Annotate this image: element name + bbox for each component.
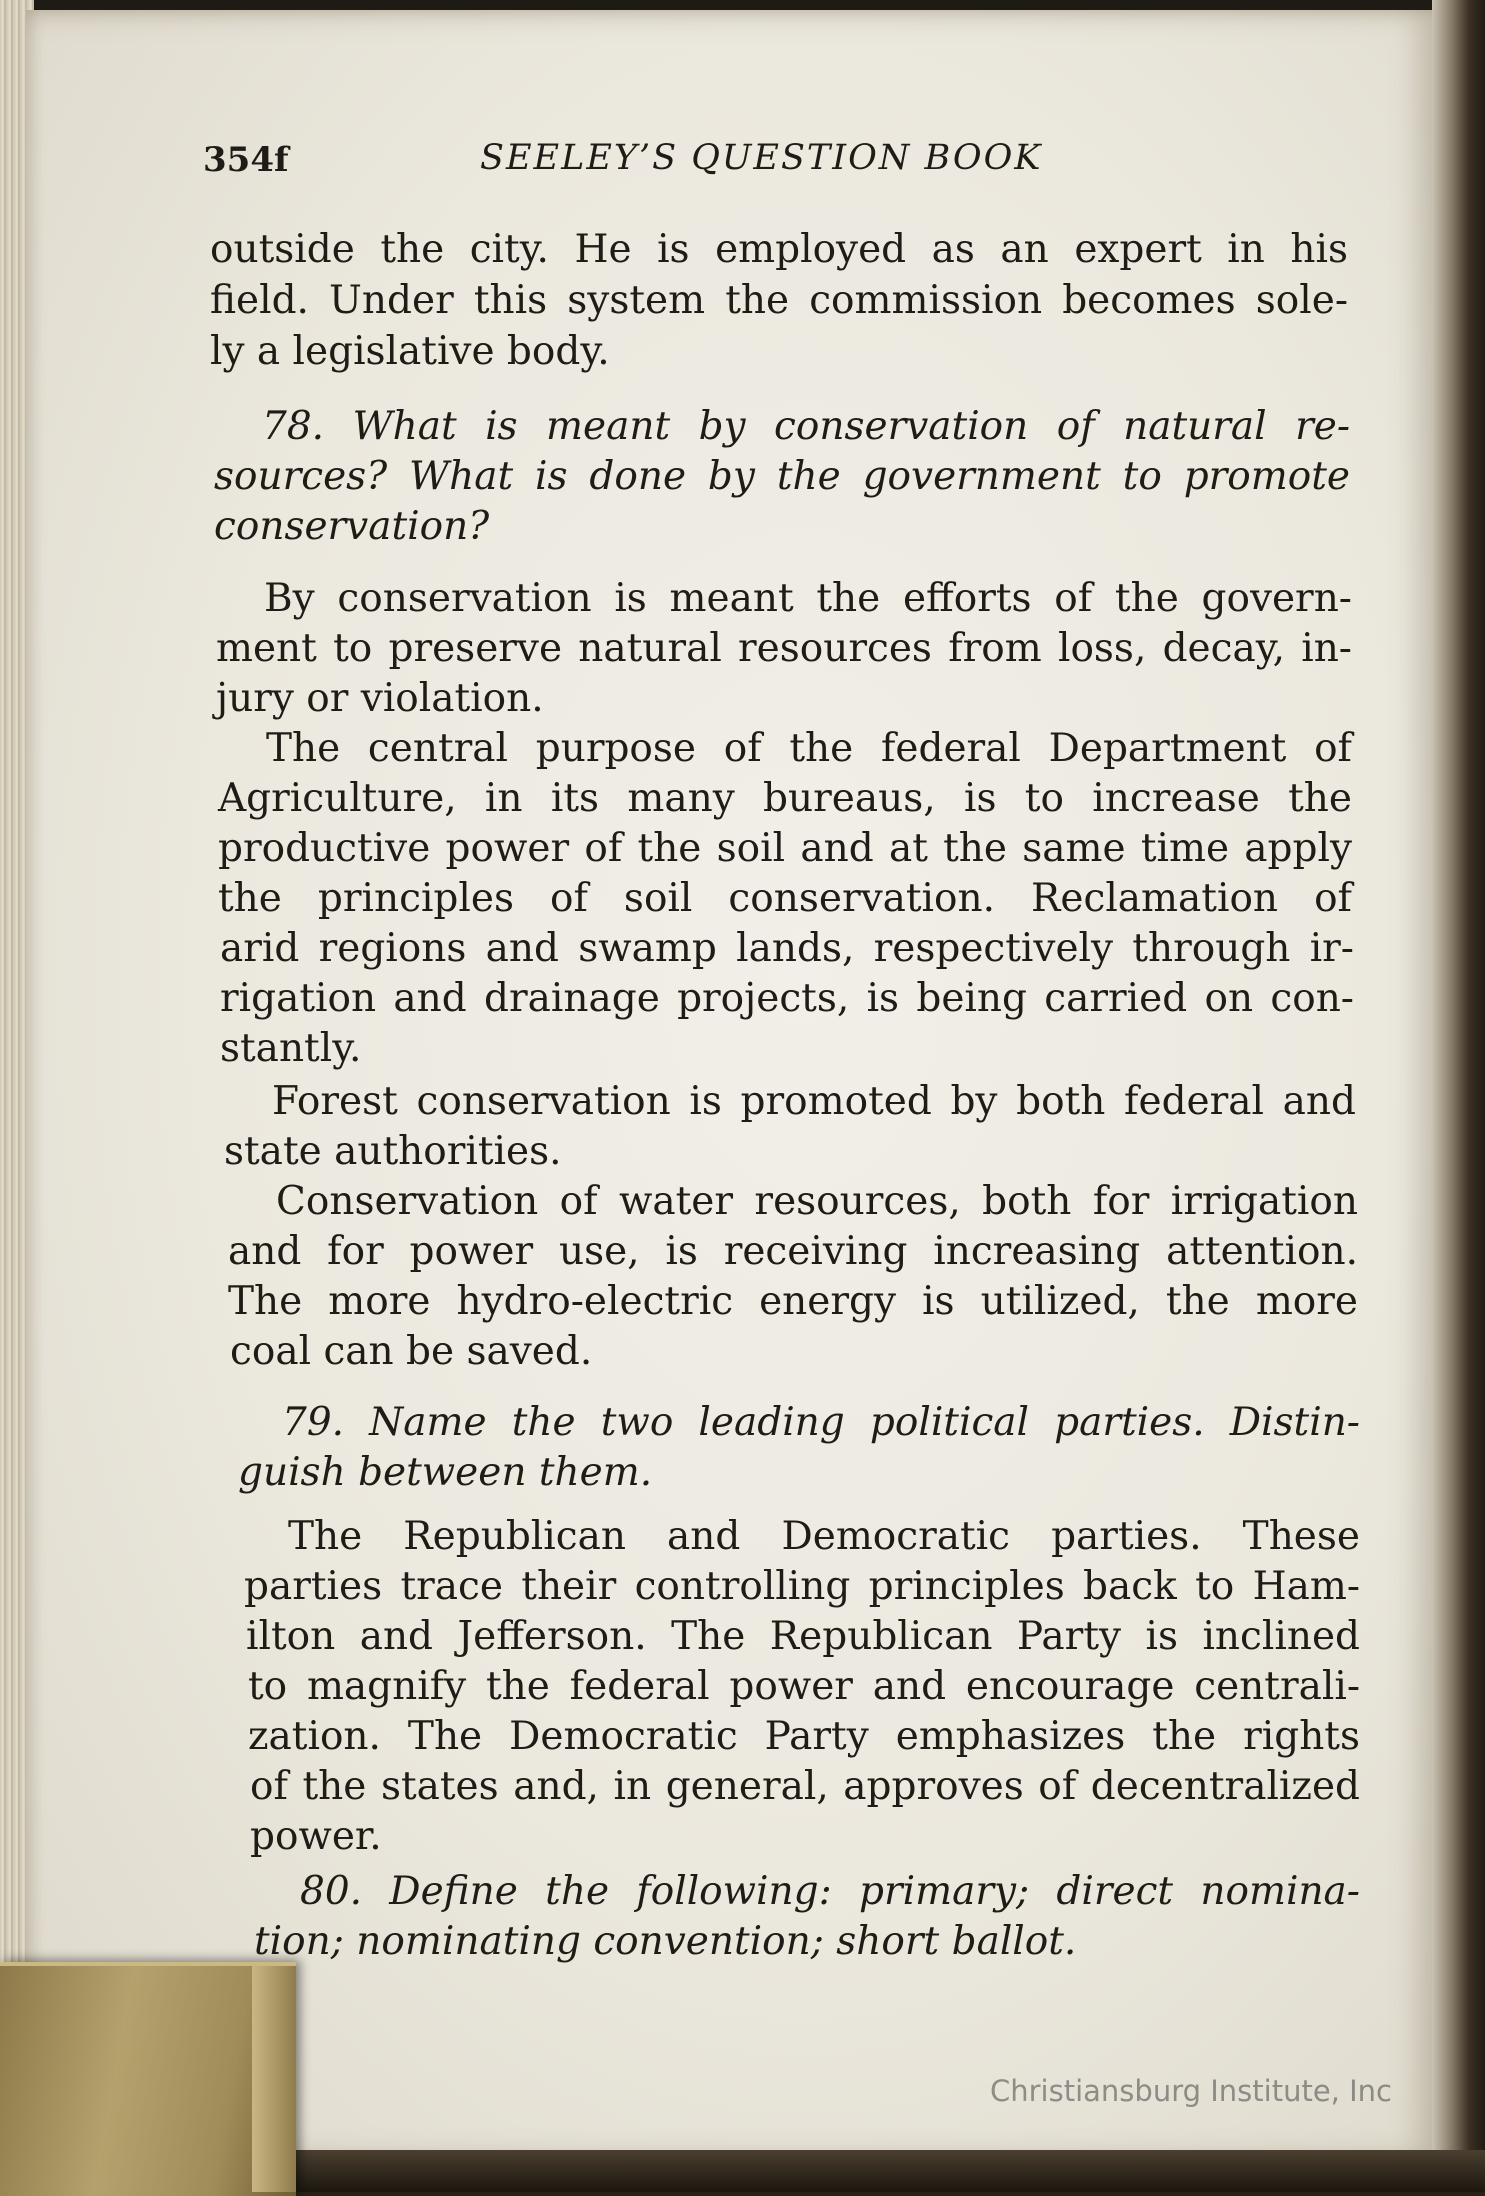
running-title: SEELEY’S QUESTION BOOK: [480, 138, 1043, 178]
body-line: ment to preserve natural resources from loss, decay, in-: [216, 626, 1352, 671]
body-line: arid regions and swamp lands, respectively through ir-: [220, 926, 1354, 971]
body-line: ilton and Jefferson. The Republican Party is inclined: [246, 1614, 1360, 1659]
body-line: of the states and, in general, approves of decentralized: [250, 1764, 1360, 1809]
body-line: power.: [250, 1814, 382, 1859]
body-line: By conservation is meant the efforts of the govern-: [264, 576, 1352, 621]
question-line: 78. What is meant by conservation of natural re-: [262, 404, 1350, 449]
body-line: and for power use, is receiving increasing attention.: [228, 1229, 1358, 1274]
body-line: jury or violation.: [216, 676, 544, 721]
question-line: tion; nominating convention; short ballot.: [254, 1919, 1077, 1964]
page-number: 354f: [203, 140, 289, 180]
question-line: sources? What is done by the government to promote: [214, 454, 1350, 499]
body-line: state authorities.: [224, 1129, 562, 1174]
body-line: The central purpose of the federal Department of: [266, 726, 1352, 771]
question-line: conservation?: [214, 504, 490, 549]
book-spine-shadow: [1432, 0, 1485, 2192]
body-line: coal can be saved.: [230, 1329, 593, 1374]
body-line: outside the city. He is employed as an expert in his: [210, 227, 1348, 272]
body-line: stantly.: [220, 1026, 362, 1071]
body-line: Conservation of water resources, both for irrigation: [276, 1179, 1358, 1224]
question-line: 80. Define the following: primary; direct nomina-: [300, 1869, 1360, 1914]
body-line: zation. The Democratic Party emphasizes the rights: [248, 1714, 1360, 1759]
wooden-block-edge: [252, 1966, 296, 2192]
body-line: ly a legislative body.: [210, 329, 610, 374]
body-line: The Republican and Democratic parties. These: [288, 1514, 1360, 1559]
body-line: The more hydro-electric energy is utilized, the more: [228, 1279, 1358, 1324]
body-line: the principles of soil conservation. Reclamation of: [218, 876, 1352, 921]
watermark: Christiansburg Institute, Inc: [990, 2074, 1392, 2108]
body-line: field. Under this system the commission becomes sole-: [210, 278, 1348, 323]
body-line: rigation and drainage projects, is being carried on con-: [220, 976, 1354, 1021]
body-line: Forest conservation is promoted by both federal and: [272, 1079, 1356, 1124]
body-line: productive power of the soil and at the same time apply: [218, 826, 1352, 871]
question-line: 79. Name the two leading political parties. Distin-: [282, 1400, 1360, 1445]
body-line: parties trace their controlling principles back to Ham-: [244, 1564, 1360, 1609]
body-line: Agriculture, in its many bureaus, is to increase the: [218, 776, 1352, 821]
question-line: guish between them.: [238, 1450, 653, 1495]
body-line: to magnify the federal power and encourage centrali-: [248, 1664, 1360, 1709]
